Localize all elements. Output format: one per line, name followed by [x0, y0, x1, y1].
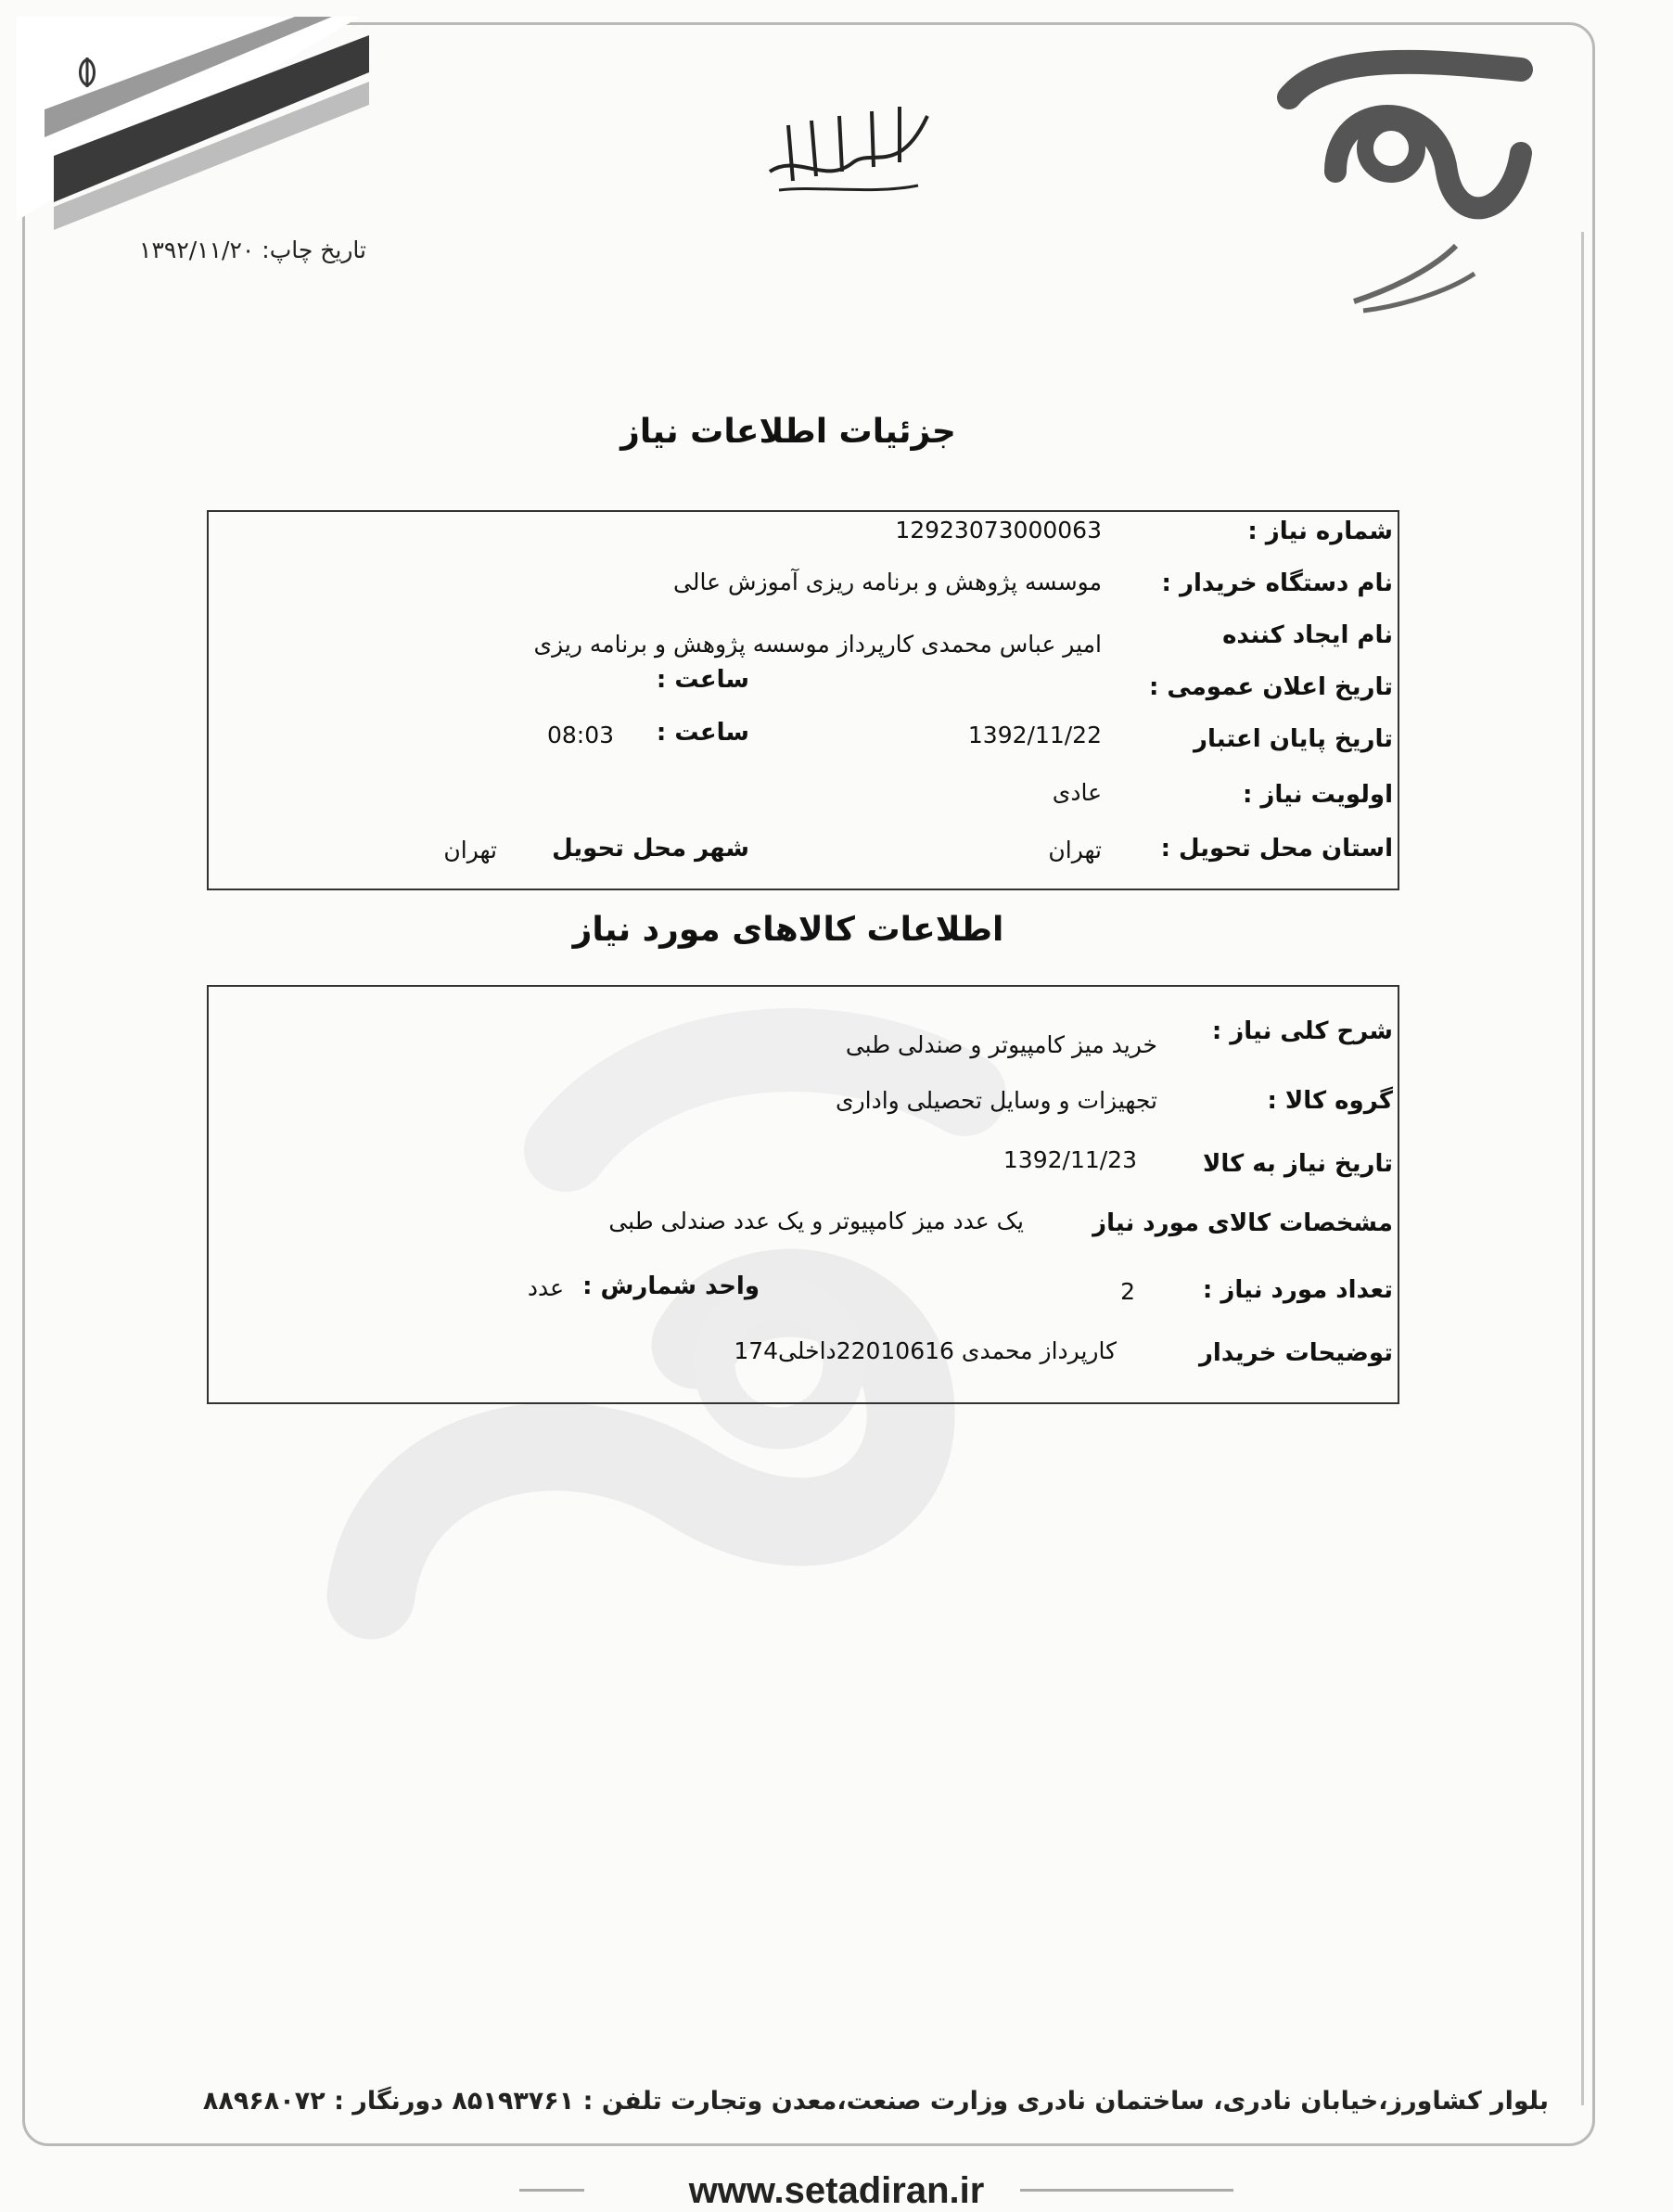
expiry-time-value: 08:03	[546, 722, 614, 748]
specs-value: یک عدد میز کامپیوتر و یک عدد صندلی طبی	[608, 1208, 1024, 1234]
iran-emblem-icon	[69, 54, 106, 91]
goods-group-label: گروه کالا :	[1267, 1087, 1393, 1115]
print-date-value: ۱۳۹۲/۱۱/۲۰	[139, 237, 255, 263]
public-time-label: ساعت :	[656, 666, 749, 694]
print-date	[88, 237, 366, 263]
unit-label: واحد شمارش :	[582, 1272, 760, 1300]
creator-value: امیر عباس محمدی کارپرداز موسسه پژوهش و برنامه ریزی	[533, 631, 1102, 658]
corner-stripe-decoration	[17, 17, 388, 239]
public-date-label: تاریخ اعلان عمومی :	[1148, 673, 1393, 701]
province-value: تهران	[1048, 837, 1102, 863]
creator-label: نام ایجاد کننده	[1222, 621, 1393, 649]
goods-section-title: اطلاعات کالاهای مورد نیاز	[572, 911, 1004, 949]
print-date-label: تاریخ چاپ:	[262, 237, 366, 263]
setad-logo	[1271, 42, 1549, 320]
description-label: شرح کلی نیاز :	[1211, 1017, 1393, 1045]
buyer-notes-value: کارپرداز محمدی 22010616داخلی174	[734, 1337, 1117, 1364]
quantity-label: تعداد مورد نیاز :	[1202, 1276, 1393, 1304]
city-value: تهران	[443, 837, 497, 863]
priority-value: عادی	[1052, 779, 1102, 806]
specs-label: مشخصات کالای مورد نیاز	[1092, 1209, 1393, 1237]
expiry-date-label: تاریخ پایان اعتبار	[1194, 725, 1393, 753]
province-label: استان محل تحویل :	[1160, 835, 1393, 863]
expiry-time-label: ساعت :	[656, 719, 749, 747]
buyer-org-value: موسسه پژوهش و برنامه ریزی آموزش عالی	[673, 569, 1102, 595]
footer-address: بلوار کشاورز،خیابان نادری، ساختمان نادری وزارت صنعت،معدن وتجارت تلفن : ۸۵۱۹۳۷۶۱ دورنگار : ۸۸۹۶۸۰۷۲	[202, 2087, 1549, 2116]
goods-group-value: تجهیزات و وسایل تحصیلی واداری	[836, 1087, 1157, 1114]
buyer-org-label: نام دستگاه خریدار :	[1161, 569, 1393, 597]
need-number-value: 12923073000063	[895, 517, 1102, 543]
city-label: شهر محل تحویل	[552, 835, 749, 863]
expiry-date-value: 1392/11/22	[967, 722, 1102, 748]
details-section-title: جزئیات اطلاعات نیاز	[620, 413, 956, 451]
buyer-notes-label: توضیحات خریدار	[1198, 1339, 1393, 1367]
quantity-value: 2	[1120, 1278, 1135, 1305]
description-value: خرید میز کامپیوتر و صندلی طبی	[845, 1031, 1157, 1058]
page-border-rail	[1581, 232, 1584, 2105]
need-date-label: تاریخ نیاز به کالا	[1202, 1150, 1393, 1178]
unit-value: عدد	[527, 1274, 564, 1301]
footer-website: www.setadiran.ir	[688, 2170, 985, 2211]
need-date-value: 1392/11/23	[1003, 1146, 1137, 1173]
bismillah-calligraphy	[760, 97, 937, 199]
priority-label: اولویت نیاز :	[1242, 781, 1393, 809]
need-number-label: شماره نیاز :	[1247, 518, 1393, 545]
